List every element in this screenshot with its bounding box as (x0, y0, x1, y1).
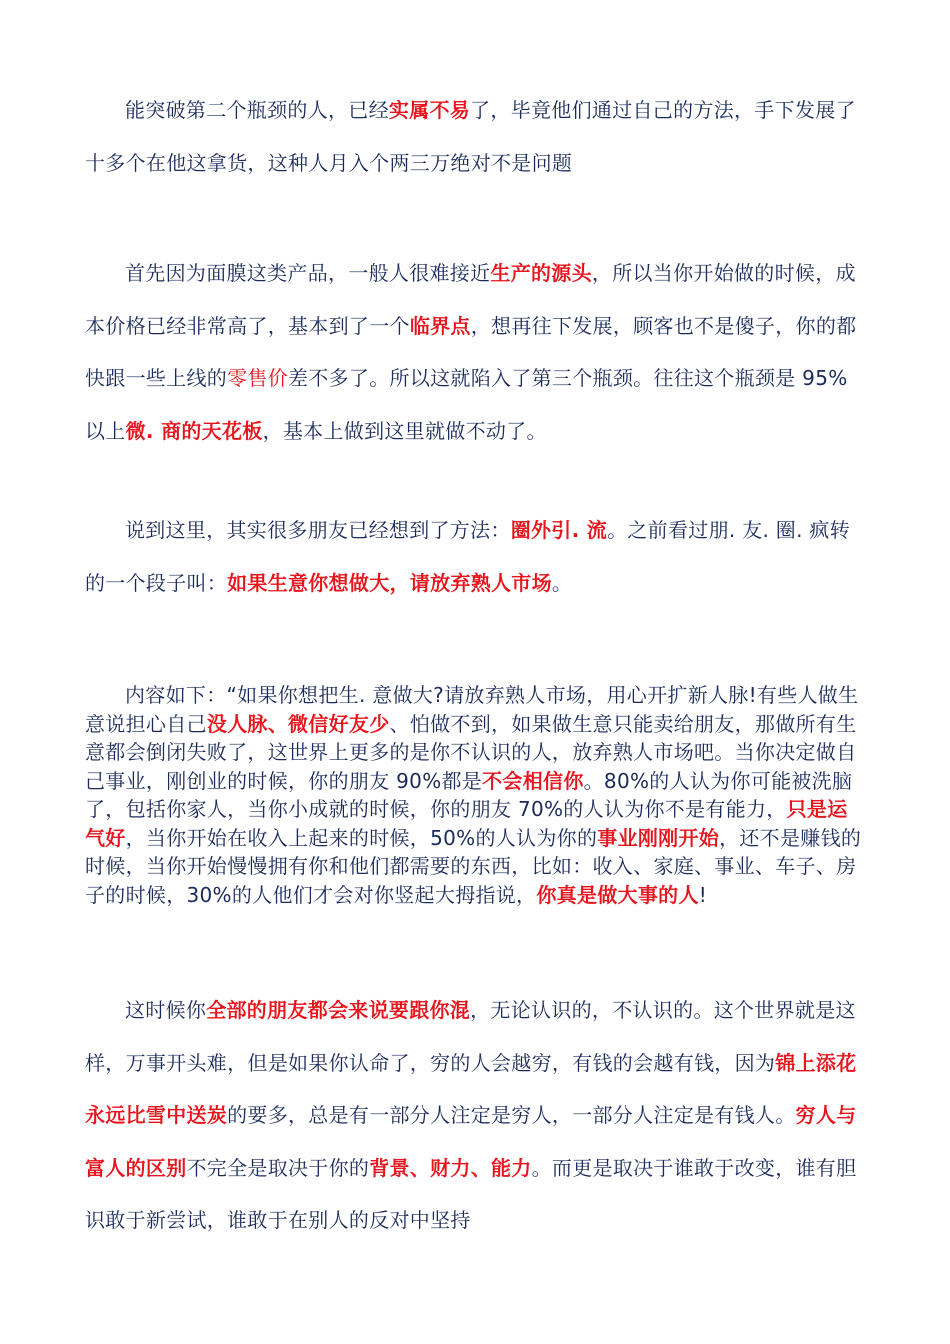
paragraph-third-bottleneck (85, 247, 865, 457)
body-text: 了，毕竟他们通过自己的方法，手下发展了十多个在他这拿货，这种人月入个两三万绝对不是问题 (85, 98, 856, 175)
body-text: ，当你开始在收入上起来的时候，50%的人认为你的 (125, 825, 598, 850)
highlighted-text: 实属不易 (388, 98, 471, 122)
body-text: 内容如下：“如果你想把生. 意做大?请放弃熟人市场，用心开扩新人脉!有些人做生意说担心自己 (85, 683, 859, 736)
body-text: ，还不是赚钱的时候，当你开始慢慢拥有你和他们都需要的东西，比如：收入、家庭、事业、车子、房子的时候，30%的人他们才会对你竖起大拇指说， (85, 825, 862, 907)
highlighted-text: 不会相信你 (482, 768, 584, 793)
body-text: 的要多，总是有一部分人注定是穷人，一部分人注定是有钱人。 (227, 1103, 796, 1127)
body-text: ，基本上做到这里就做不动了。 (262, 418, 547, 443)
body-text: ，想再往下发展，顾客也不是傻子，你的都快跟一些上线的 (85, 313, 857, 390)
paragraph-breakthrough (85, 84, 865, 189)
body-text: 这时候你 (125, 998, 207, 1022)
body-text: 。80%的人认为你可能被洗脑了，包括你家人，当你小成就的时候，你的朋友 70%的人认为你不是有能力， (85, 768, 853, 821)
highlighted-text: 生产的源头 (490, 261, 592, 285)
body-text: 首先因为面膜这类产品，一般人很难接近 (125, 261, 491, 285)
highlighted-text: 临界点 (409, 313, 471, 338)
highlighted-text: 你真是做大事的人 (536, 882, 699, 907)
highlighted-text: 微. 商的天花板 (125, 418, 263, 443)
highlighted-text: 全部的朋友都会来说要跟你混 (206, 998, 471, 1022)
highlighted-text: 背景、财力、能力 (369, 1155, 532, 1180)
highlighted-text: 圈外引. 流 (510, 518, 608, 542)
paragraph-conclusion (85, 984, 865, 1247)
highlighted-text: 事业刚刚开始 (597, 825, 720, 850)
body-text: 。之前看过朋. 友. 圈. 疯转的一个段子叫： (85, 518, 851, 595)
highlighted-text: 穷人与富人的区别 (85, 1103, 857, 1180)
body-text: 、怕做不到，如果做生意只能卖给朋友，那做所有生意都会倒闭失败了，这世界上更多的是你不认识的人，放弃熟人市场吧。当你决定做自己事业，刚创业的时候，你的朋友 90%都是 (85, 711, 857, 793)
highlighted-text: 零售价 (227, 366, 289, 390)
body-text: ，无论认识的，不认识的。这个世界就是这样，万事开头难，但是如果你认命了，穷的人会越穷，有钱的会越有钱，因为 (85, 998, 856, 1075)
body-text: 。 (551, 570, 573, 595)
body-text: 。而更是取决于谁敢于改变，谁有胆识敢于新尝试，谁敢于在别人的反对中坚持 (85, 1155, 857, 1232)
body-text: 差不多了。所以这就陷入了第三个瓶颈。往往这个瓶颈是 95%以上 (85, 366, 848, 443)
body-text: ，所以当你开始做的时候，成本价格已经非常高了，基本到了一个 (85, 261, 856, 338)
highlighted-text: 锦上添花永远比雪中送炭 (85, 1050, 857, 1127)
body-text: 不完全是取决于你的 (186, 1155, 370, 1180)
body-text: ! (698, 882, 708, 907)
highlighted-text: 如果生意你想做大，请放弃熟人市场 (227, 570, 552, 595)
highlighted-text: 没人脉、微信好友少 (206, 711, 390, 736)
highlighted-text: 只是运气好 (85, 797, 848, 850)
paragraph-method (85, 504, 865, 609)
paragraph-quote (85, 681, 865, 909)
body-text: 说到这里，其实很多朋友已经想到了方法： (125, 518, 511, 542)
body-text: 能突破第二个瓶颈的人，已经 (125, 98, 389, 122)
